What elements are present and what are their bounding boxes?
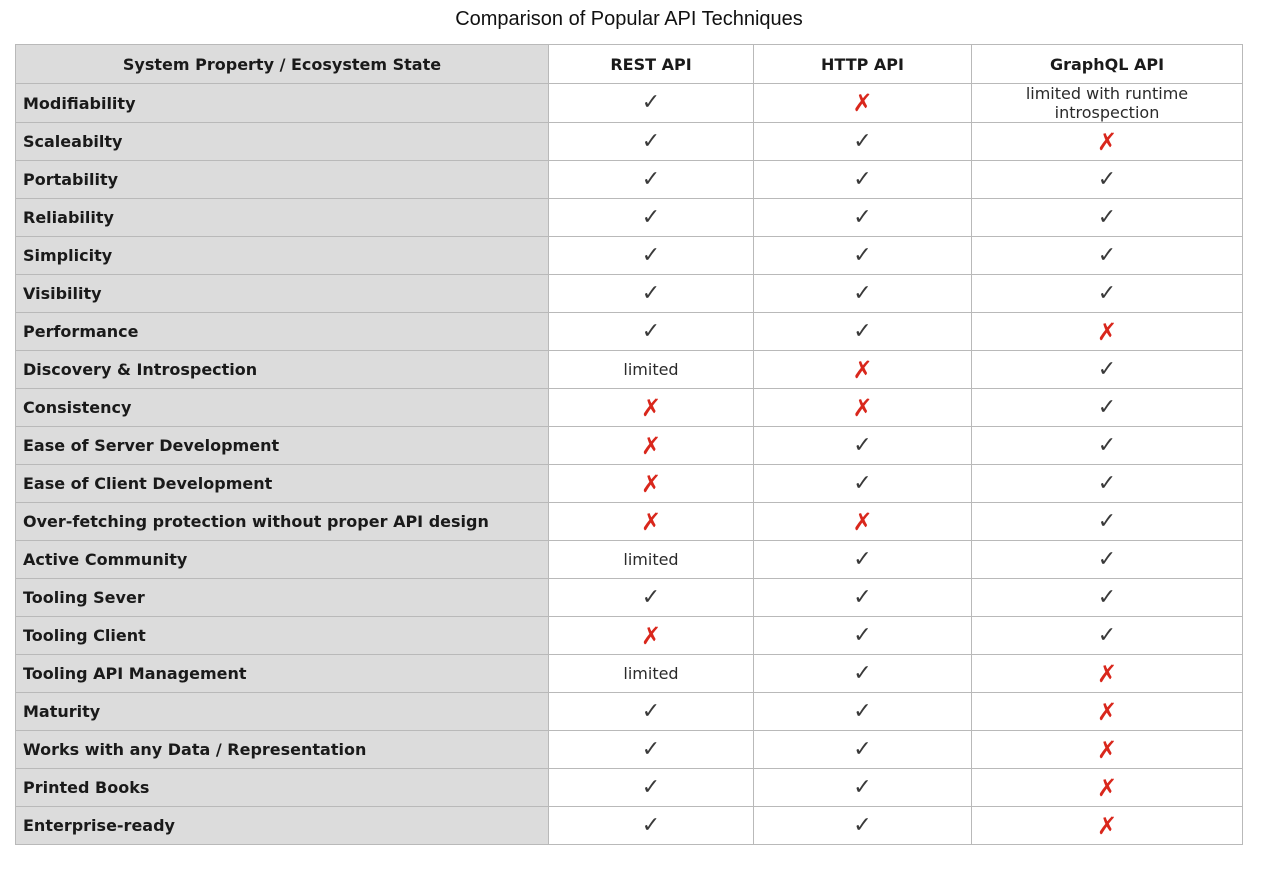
table-row <box>16 807 1243 845</box>
cell-graphql-api <box>972 693 1243 731</box>
check-icon: ✓ <box>1097 166 1117 192</box>
table-row <box>16 503 1243 541</box>
cell-http-api <box>754 617 972 655</box>
cell-rest-api <box>549 123 754 161</box>
cell-graphql-api <box>972 237 1243 275</box>
check-icon: ✓ <box>853 128 872 154</box>
check-icon: ✓ <box>853 204 872 230</box>
row-property-label: Tooling API Management <box>16 655 549 693</box>
cell-http-api <box>754 503 972 541</box>
row-property-label: Tooling Sever <box>16 579 549 617</box>
check-icon: ✓ <box>1097 280 1117 306</box>
cell-rest-api <box>549 655 754 693</box>
cell-graphql-api <box>972 769 1243 807</box>
check-icon: ✓ <box>853 774 872 800</box>
row-property-label: Reliability <box>16 199 549 237</box>
check-icon: ✓ <box>853 660 872 686</box>
cell-rest-api <box>549 313 754 351</box>
check-icon: ✓ <box>853 280 872 306</box>
cell-rest-api <box>549 769 754 807</box>
cell-graphql-api <box>972 199 1243 237</box>
check-icon: ✓ <box>641 698 661 724</box>
row-property-label: Tooling Client <box>16 617 549 655</box>
check-icon: ✓ <box>853 698 872 724</box>
cell-graphql-api <box>972 731 1243 769</box>
table-row <box>16 351 1243 389</box>
cross-icon: ✗ <box>852 393 873 422</box>
cell-graphql-api <box>972 275 1243 313</box>
header-graphql-api: GraphQL API <box>972 45 1243 84</box>
header-row <box>16 45 1243 84</box>
cell-rest-api <box>549 237 754 275</box>
cell-http-api <box>754 275 972 313</box>
row-property-label: Consistency <box>16 389 549 427</box>
table-row <box>16 541 1243 579</box>
cell-text: limited <box>623 550 679 569</box>
cell-rest-api <box>549 427 754 465</box>
row-property-label: Works with any Data / Representation <box>16 731 549 769</box>
cross-icon: ✗ <box>1096 735 1118 764</box>
cell-graphql-api <box>972 123 1243 161</box>
check-icon: ✓ <box>641 128 661 154</box>
cell-http-api <box>754 389 972 427</box>
page-title: Comparison of Popular API Techniques <box>455 8 803 30</box>
check-icon: ✓ <box>853 812 872 838</box>
check-icon: ✓ <box>1097 584 1117 610</box>
cell-rest-api <box>549 199 754 237</box>
check-icon: ✓ <box>641 812 661 838</box>
table-row <box>16 161 1243 199</box>
comparison-table <box>15 44 1243 845</box>
check-icon: ✓ <box>641 318 661 344</box>
cross-icon: ✗ <box>640 393 662 422</box>
check-icon: ✓ <box>853 432 872 458</box>
cross-icon: ✗ <box>640 431 662 460</box>
cross-icon: ✗ <box>852 355 873 384</box>
cell-text: limited with runtime introspection <box>1025 84 1189 122</box>
table-row <box>16 769 1243 807</box>
check-icon: ✓ <box>641 166 661 192</box>
table-row <box>16 427 1243 465</box>
table-row <box>16 313 1243 351</box>
row-property-label: Enterprise-ready <box>16 807 549 845</box>
cell-text: limited <box>623 360 679 379</box>
check-icon: ✓ <box>1097 622 1117 648</box>
check-icon: ✓ <box>641 204 661 230</box>
row-property-label: Ease of Client Development <box>16 465 549 503</box>
check-icon: ✓ <box>853 546 872 572</box>
table-row <box>16 84 1243 123</box>
cell-http-api <box>754 579 972 617</box>
table-row <box>16 579 1243 617</box>
table-row <box>16 199 1243 237</box>
cell-http-api <box>754 465 972 503</box>
cell-graphql-api <box>972 84 1243 123</box>
header-property: System Property / Ecosystem State <box>16 45 549 84</box>
check-icon: ✓ <box>1097 204 1117 230</box>
cross-icon: ✗ <box>640 507 662 536</box>
row-property-label: Simplicity <box>16 237 549 275</box>
table-row <box>16 465 1243 503</box>
cross-icon: ✗ <box>1096 697 1118 726</box>
row-property-label: Printed Books <box>16 769 549 807</box>
check-icon: ✓ <box>1097 508 1117 534</box>
cell-rest-api <box>549 84 754 123</box>
table-body <box>16 84 1243 845</box>
cell-graphql-api <box>972 161 1243 199</box>
cell-http-api <box>754 84 972 123</box>
cell-rest-api <box>549 541 754 579</box>
cross-icon: ✗ <box>640 621 662 650</box>
table-row <box>16 123 1243 161</box>
table-row <box>16 731 1243 769</box>
cell-http-api <box>754 161 972 199</box>
cell-graphql-api <box>972 807 1243 845</box>
check-icon: ✓ <box>853 622 872 648</box>
cell-rest-api <box>549 351 754 389</box>
cell-rest-api <box>549 465 754 503</box>
check-icon: ✓ <box>641 584 661 610</box>
header-rest-api: REST API <box>549 45 754 84</box>
check-icon: ✓ <box>641 90 661 115</box>
check-icon: ✓ <box>853 242 872 268</box>
check-icon: ✓ <box>1097 470 1117 496</box>
cross-icon: ✗ <box>1096 127 1118 156</box>
cell-http-api <box>754 199 972 237</box>
cell-graphql-api <box>972 351 1243 389</box>
cell-rest-api <box>549 807 754 845</box>
row-property-label: Visibility <box>16 275 549 313</box>
row-property-label: Active Community <box>16 541 549 579</box>
cell-http-api <box>754 237 972 275</box>
cell-rest-api <box>549 579 754 617</box>
cell-http-api <box>754 351 972 389</box>
cell-http-api <box>754 123 972 161</box>
check-icon: ✓ <box>853 166 872 192</box>
cross-icon: ✗ <box>1096 659 1118 688</box>
cell-graphql-api <box>972 541 1243 579</box>
check-icon: ✓ <box>853 736 872 762</box>
check-icon: ✓ <box>1097 394 1117 420</box>
cell-rest-api <box>549 503 754 541</box>
row-property-label: Over-fetching protection without proper API design <box>16 503 549 541</box>
cross-icon: ✗ <box>1096 811 1118 840</box>
cell-graphql-api <box>972 503 1243 541</box>
table-row <box>16 237 1243 275</box>
cell-http-api <box>754 807 972 845</box>
row-property-label: Ease of Server Development <box>16 427 549 465</box>
header-http-api: HTTP API <box>754 45 972 84</box>
cross-icon: ✗ <box>640 469 662 498</box>
cell-rest-api <box>549 389 754 427</box>
row-property-label: Modifiability <box>16 84 549 123</box>
cross-icon: ✗ <box>1096 773 1118 802</box>
cell-rest-api <box>549 161 754 199</box>
cross-icon: ✗ <box>1096 317 1118 346</box>
cell-http-api <box>754 693 972 731</box>
cell-rest-api <box>549 617 754 655</box>
cross-icon: ✗ <box>852 507 873 536</box>
cell-http-api <box>754 427 972 465</box>
row-property-label: Portability <box>16 161 549 199</box>
cell-graphql-api <box>972 389 1243 427</box>
table-row <box>16 275 1243 313</box>
check-icon: ✓ <box>641 774 661 800</box>
check-icon: ✓ <box>1097 546 1117 572</box>
cell-http-api <box>754 769 972 807</box>
cell-graphql-api <box>972 579 1243 617</box>
cell-graphql-api <box>972 313 1243 351</box>
check-icon: ✓ <box>1097 432 1117 458</box>
table-row <box>16 617 1243 655</box>
row-property-label: Performance <box>16 313 549 351</box>
cell-rest-api <box>549 275 754 313</box>
cell-text: limited <box>623 664 679 683</box>
check-icon: ✓ <box>853 470 872 496</box>
check-icon: ✓ <box>853 584 872 610</box>
cell-http-api <box>754 655 972 693</box>
cell-http-api <box>754 541 972 579</box>
check-icon: ✓ <box>1097 242 1117 268</box>
cell-graphql-api <box>972 655 1243 693</box>
row-property-label: Maturity <box>16 693 549 731</box>
cross-icon: ✗ <box>852 89 873 117</box>
cell-http-api <box>754 313 972 351</box>
cell-graphql-api <box>972 427 1243 465</box>
cell-graphql-api <box>972 617 1243 655</box>
cell-rest-api <box>549 731 754 769</box>
check-icon: ✓ <box>1097 356 1117 382</box>
check-icon: ✓ <box>853 318 872 344</box>
check-icon: ✓ <box>641 242 661 268</box>
row-property-label: Scaleabilty <box>16 123 549 161</box>
cell-graphql-api <box>972 465 1243 503</box>
check-icon: ✓ <box>641 736 661 762</box>
cell-http-api <box>754 731 972 769</box>
cell-rest-api <box>549 693 754 731</box>
table-row <box>16 655 1243 693</box>
table-row <box>16 693 1243 731</box>
check-icon: ✓ <box>641 280 661 306</box>
row-property-label: Discovery & Introspection <box>16 351 549 389</box>
table-row <box>16 389 1243 427</box>
